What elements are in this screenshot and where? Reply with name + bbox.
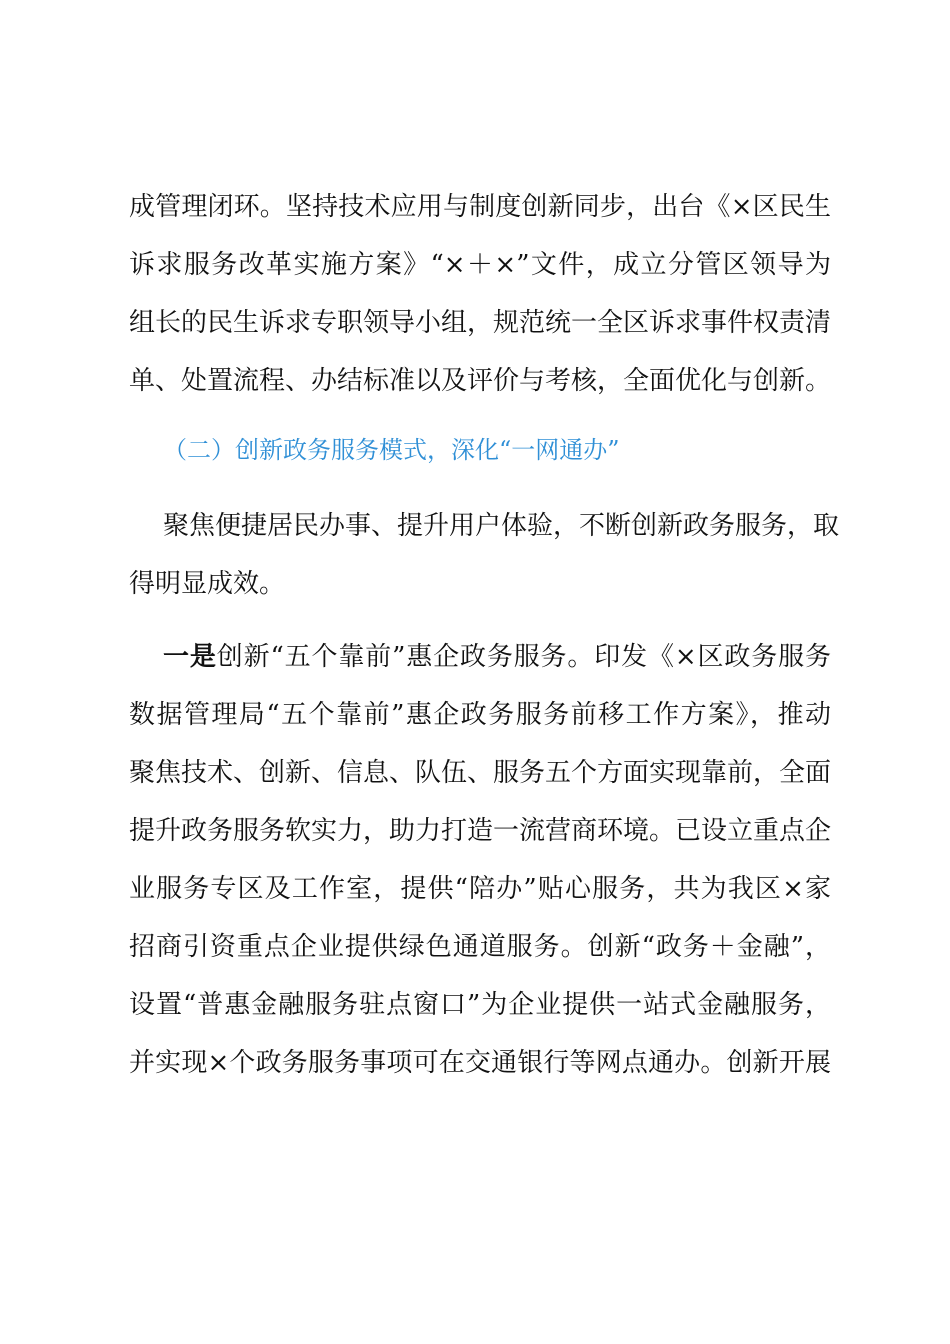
paragraph-1-line-3: 组长的民生诉求专职领导小组，规范统一全区诉求事件权责清 <box>129 308 832 338</box>
paragraph-3-line-4: 提升政务服务软实力，助力打造一流营商环境。已设立重点企 <box>129 816 832 846</box>
paragraph-3-line-2: 数据管理局“五个靠前”惠企政务服务前移工作方案》，推动 <box>129 700 831 730</box>
paragraph-3-line-1 <box>163 640 831 674</box>
paragraph-1-line-4: 单、处置流程、办结标准以及评价与考核，全面优化与创新。 <box>129 366 832 396</box>
paragraph-2-line-2: 得明显成效。 <box>129 569 286 599</box>
paragraph-3-line-7: 设置“普惠金融服务驻点窗口”为企业提供一站式金融服务， <box>129 990 831 1020</box>
paragraph-2-line-1: 聚焦便捷居民办事、提升用户体验，不断创新政务服务，取 <box>163 511 840 541</box>
paragraph-3-lead-bold: 一是 <box>163 642 217 672</box>
paragraph-3-line-3: 聚焦技术、创新、信息、队伍、服务五个方面实现靠前，全面 <box>129 758 832 788</box>
paragraph-1-line-2: 诉求服务改革实施方案》“×＋×”文件，成立分管区领导为 <box>129 250 831 280</box>
paragraph-3-line-8: 并实现×个政务服务事项可在交通银行等网点通办。创新开展 <box>129 1048 831 1078</box>
paragraph-3-line-5: 业服务专区及工作室，提供“陪办”贴心服务，共为我区×家 <box>129 874 831 904</box>
paragraph-3-line-6: 招商引资重点企业提供绿色通道服务。创新“政务＋金融”， <box>129 932 831 962</box>
paragraph-3-lead-rest: 创新“五个靠前”惠企政务服务。印发《×区政务服务 <box>216 642 831 672</box>
section-heading: （二）创新政务服务模式，深化“一网通办” <box>163 436 620 464</box>
paragraph-1-line-1: 成管理闭环。坚持技术应用与制度创新同步，出台《×区民生 <box>129 192 831 222</box>
